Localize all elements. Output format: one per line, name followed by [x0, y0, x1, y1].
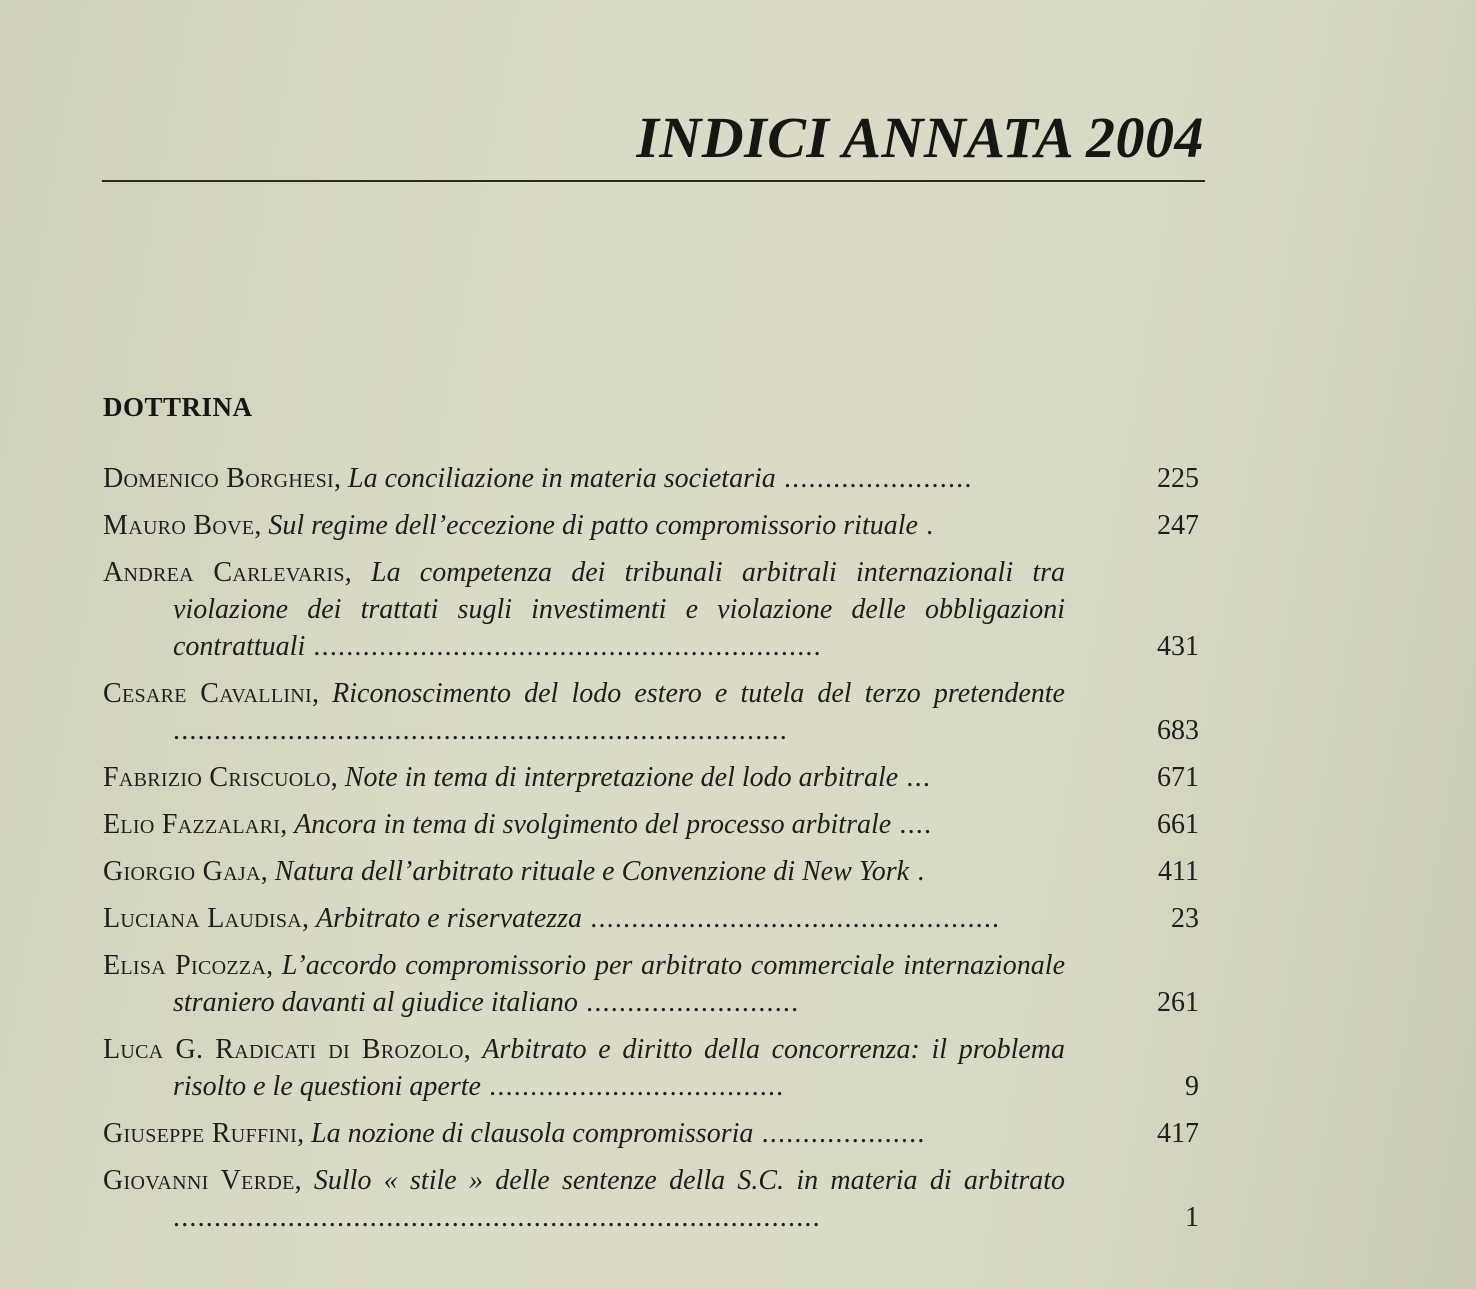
entry-text: Giorgio Gaja, Natura dell’arbitrato rituale e Convenzione di New York .	[103, 856, 926, 887]
entry-author: Elisa Picozza	[103, 950, 267, 981]
entry-text: Elisa Picozza, L’accordo compromissorio per arbitrato commerciale internazionale straniero davanti al giudice italiano ..........................	[103, 950, 1065, 1018]
entry-author: Luciana Laudisa	[103, 903, 303, 934]
entry-author: Fabrizio Criscuolo	[103, 762, 331, 793]
page-title: INDICI ANNATA 2004	[636, 105, 1204, 170]
leader-dots: ..................................................	[582, 903, 1001, 934]
leader-dots: ..............................................................	[305, 631, 822, 662]
entry-page-number: 23	[1171, 903, 1199, 934]
entry-title: La competenza dei tribunali arbitrali internazionali tra violazione dei trattati sugli investimenti e violazione delle obbligazioni contrattuali	[173, 557, 1065, 662]
leader-dots: ...........................................................................	[173, 715, 788, 746]
entry-page-number: 671	[1157, 762, 1199, 793]
leader-dots: ....................	[753, 1118, 926, 1149]
entry-title: Riconoscimento del lodo estero e tutela del terzo pretendente	[332, 678, 1065, 709]
leader-dots: .......................	[775, 463, 973, 494]
leader-dots: ...............................................................................	[173, 1202, 821, 1233]
entry-page-number: 417	[1157, 1118, 1199, 1149]
entry-page-number: 261	[1157, 987, 1199, 1018]
entry-text: Luciana Laudisa, Arbitrato e riservatezza ..................................................	[103, 903, 1001, 934]
entry-author: Cesare Cavallini	[103, 678, 312, 709]
entry-title: Ancora in tema di svolgimento del processo arbitrale	[294, 809, 892, 840]
entry-text: Luca G. Radicati di Brozolo, Arbitrato e diritto della concorrenza: il problema risolto e le questioni aperte ....................................	[103, 1034, 1065, 1102]
entry-title: Note in tema di interpretazione del lodo arbitrale	[344, 762, 899, 793]
entry-author: Giorgio Gaja	[103, 856, 261, 887]
index-entry	[103, 806, 1203, 843]
entry-page-number: 1	[1185, 1202, 1199, 1233]
entry-list	[103, 460, 1203, 1246]
leader-dots: .	[917, 510, 935, 541]
entry-title: La conciliazione in materia societaria	[348, 463, 776, 494]
entry-page-number: 9	[1185, 1071, 1199, 1102]
leader-dots: .	[909, 856, 926, 887]
title-rule	[102, 180, 1205, 182]
entry-author: Elio Fazzalari	[103, 809, 281, 840]
leader-dots: ...	[898, 762, 932, 793]
index-entry	[103, 507, 1203, 544]
entry-text: Elio Fazzalari, Ancora in tema di svolgimento del processo arbitrale ....	[103, 809, 933, 840]
entry-author: Giovanni Verde	[103, 1165, 295, 1196]
entry-author: Giuseppe Ruffini	[103, 1118, 298, 1149]
index-entry	[103, 900, 1203, 937]
entry-text: Andrea Carlevaris, La competenza dei tribunali arbitrali internazionali tra violazione dei trattati sugli investimenti e violazione delle obbligazioni contrattuali ..............................................................	[103, 557, 1065, 662]
entry-title: Sullo « stile » delle sentenze della S.C. in materia di arbitrato	[313, 1165, 1065, 1196]
entry-title: La nozione di clausola compromissoria	[311, 1118, 754, 1149]
entry-page-number: 661	[1157, 809, 1199, 840]
entry-page-number: 431	[1157, 631, 1199, 662]
index-entry	[103, 1115, 1203, 1152]
entry-page-number: 225	[1157, 463, 1199, 494]
entry-author: Mauro Bove	[103, 510, 255, 541]
entry-title: Natura dell’arbitrato rituale e Convenzione di New York	[274, 856, 910, 887]
index-entry	[103, 1162, 1203, 1236]
index-entry	[103, 460, 1203, 497]
section-heading: DOTTRINA	[103, 392, 253, 422]
entry-text: Domenico Borghesi, La conciliazione in materia societaria .......................	[103, 463, 973, 494]
entry-author: Luca G. Radicati di Brozolo	[103, 1034, 464, 1065]
entry-text: Giovanni Verde, Sullo « stile » delle sentenze della S.C. in materia di arbitrato ...............................................................................	[103, 1165, 1065, 1233]
leader-dots: ..........................	[577, 987, 800, 1018]
index-entry	[103, 853, 1203, 890]
index-entry	[103, 675, 1203, 749]
entry-title: Arbitrato e diritto della concorrenza: il problema risolto e le questioni aperte	[173, 1034, 1065, 1102]
entry-author: Domenico Borghesi	[103, 463, 334, 494]
entry-title: Arbitrato e riservatezza	[316, 903, 583, 934]
leader-dots: ....................................	[480, 1071, 785, 1102]
entry-title: Sul regime dell’eccezione di patto compromissorio rituale	[268, 510, 918, 541]
index-entry	[103, 1031, 1203, 1105]
entry-text: Mauro Bove, Sul regime dell’eccezione di patto compromissorio rituale .	[103, 510, 935, 541]
entry-title: L’accordo compromissorio per arbitrato commerciale internazionale straniero davanti al giudice italiano	[173, 950, 1065, 1018]
entry-page-number: 411	[1158, 856, 1199, 887]
entry-page-number: 683	[1157, 715, 1199, 746]
entry-author: Andrea Carlevaris	[103, 557, 345, 588]
entry-text: Cesare Cavallini, Riconoscimento del lodo estero e tutela del terzo pretendente ...........................................................................	[103, 678, 1065, 746]
leader-dots: ....	[891, 809, 933, 840]
entry-text: Fabrizio Criscuolo, Note in tema di interpretazione del lodo arbitrale ...	[103, 762, 932, 793]
index-entry	[103, 759, 1203, 796]
entry-page-number: 247	[1157, 510, 1199, 541]
index-entry	[103, 947, 1203, 1021]
entry-text: Giuseppe Ruffini, La nozione di clausola compromissoria ....................	[103, 1118, 926, 1149]
index-entry	[103, 554, 1203, 665]
